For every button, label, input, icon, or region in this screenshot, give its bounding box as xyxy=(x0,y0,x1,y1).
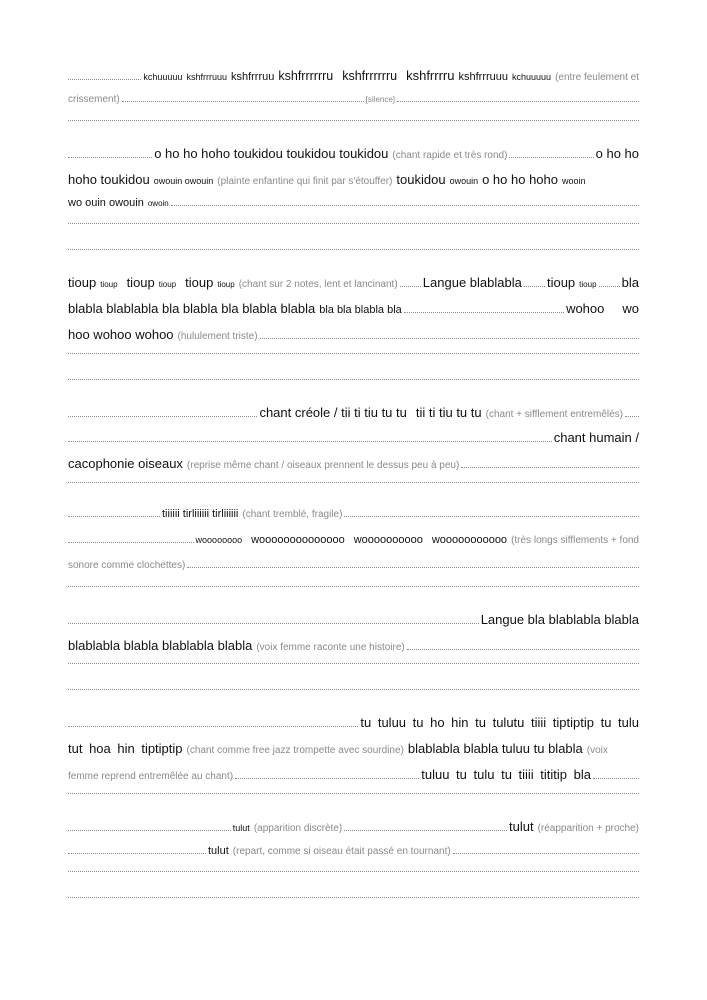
score-line xyxy=(68,867,639,893)
stage-direction: (chant comme free jazz trompette avec sourdine) xyxy=(186,745,404,757)
score-line xyxy=(68,323,639,349)
dotted-leader xyxy=(260,338,639,339)
vocal-sound: tioup xyxy=(185,275,214,291)
score-line xyxy=(68,116,639,142)
score-line xyxy=(68,711,639,737)
dotted-leader xyxy=(404,312,564,313)
dotted-leader xyxy=(68,353,639,354)
stage-direction: (chant sur 2 notes, lent et lancinant) xyxy=(238,279,398,291)
score-line xyxy=(68,271,639,297)
stage-direction: (chant rapide et très rond) xyxy=(392,149,508,161)
vocal-sound: tu tuluu tu ho hin tu tulutu tiiii tiptiptip tu tulu xyxy=(360,715,639,731)
score-line xyxy=(68,64,639,90)
score-line xyxy=(68,219,639,245)
dotted-leader xyxy=(509,157,593,158)
score-line xyxy=(68,634,639,660)
score-line xyxy=(68,841,639,867)
vocal-sound: blablabla blabla blablabla blabla xyxy=(68,637,253,653)
stage-direction: (entre feulement et xyxy=(555,72,639,83)
vocal-sound: kshfrrruuu xyxy=(186,72,227,82)
dotted-leader xyxy=(171,205,639,206)
dotted-leader xyxy=(397,101,639,102)
vocal-sound: tioup xyxy=(579,280,597,290)
stage-direction: (hululement triste) xyxy=(177,330,258,342)
vocal-sound: wo ouin owouin xyxy=(68,197,144,210)
vocal-sound: tioup xyxy=(68,275,97,291)
stage-direction: (repart, comme si oiseau était passé en tournant) xyxy=(232,845,451,857)
dotted-leader xyxy=(407,649,639,650)
dotted-leader xyxy=(68,416,257,417)
score-line xyxy=(68,893,639,919)
vocal-sound: tioup xyxy=(126,275,155,291)
dotted-leader xyxy=(68,663,639,664)
vocal-sound: kchuuuuu xyxy=(143,72,183,82)
vocal-sound: blablabla blabla tuluu tu blabla xyxy=(407,741,583,757)
score-line xyxy=(68,90,639,116)
vocal-sound: kshfrrrrrru xyxy=(342,69,398,83)
dotted-leader xyxy=(68,516,160,517)
vocal-sound: owouin xyxy=(449,175,479,186)
sound-score xyxy=(68,64,639,918)
score-line xyxy=(68,685,639,711)
dotted-leader xyxy=(68,542,194,543)
score-line xyxy=(68,401,639,427)
score-line xyxy=(68,142,639,168)
stage-direction: (voix femme raconte une histoire) xyxy=(256,641,405,653)
vocal-sound: owouin owouin xyxy=(153,175,214,186)
score-line xyxy=(68,478,639,504)
vocal-sound: tioup xyxy=(158,280,177,290)
vocal-sound: kshfrrruuu xyxy=(458,71,509,83)
vocal-sound: tuluu tu tulu tu tiiii tititip bla xyxy=(421,767,591,783)
vocal-sound: wo xyxy=(622,301,639,317)
stage-direction: (plainte enfantine qui finit par s'étouffer) xyxy=(217,175,393,187)
vocal-sound: hoo wohoo wohoo xyxy=(68,326,174,342)
vocal-sound: tulut xyxy=(508,818,534,834)
dotted-leader xyxy=(68,223,639,224)
vocal-sound: tulut xyxy=(232,822,250,833)
vocal-sound: wohoo xyxy=(566,301,605,317)
dotted-leader xyxy=(68,249,639,250)
dotted-leader xyxy=(68,897,639,898)
silence-marker: [silence] xyxy=(365,94,396,104)
dotted-leader xyxy=(453,853,639,854)
dotted-leader xyxy=(235,778,419,779)
score-line xyxy=(68,608,639,634)
vocal-sound: tut hoa hin tiptiptip xyxy=(68,741,183,757)
dotted-leader xyxy=(187,567,639,568)
vocal-sound: Langue blablabla xyxy=(422,275,522,291)
score-line xyxy=(68,375,639,401)
dotted-leader xyxy=(68,830,231,831)
score-line xyxy=(68,245,639,271)
score-line xyxy=(68,556,639,582)
score-line xyxy=(68,582,639,608)
vocal-sound: tioup xyxy=(546,275,576,291)
score-line xyxy=(68,168,639,194)
dotted-leader xyxy=(68,623,479,624)
dotted-leader xyxy=(68,853,206,854)
vocal-sound: kchuuuuu xyxy=(512,72,552,82)
stage-direction: (très longs sifflements + fond xyxy=(511,535,639,547)
dotted-leader xyxy=(599,286,620,287)
vocal-sound: owoin xyxy=(147,199,169,209)
score-line xyxy=(68,815,639,841)
score-line xyxy=(68,452,639,478)
dotted-leader xyxy=(625,416,639,417)
score-line xyxy=(68,659,639,685)
vocal-sound: cacophonie oiseaux xyxy=(68,456,183,472)
dotted-leader xyxy=(68,379,639,380)
stage-direction: femme reprend entremêlée au chant) xyxy=(68,771,234,783)
stage-direction: sonore comme clochettes) xyxy=(68,559,186,571)
stage-direction: (apparition discrète) xyxy=(253,822,343,834)
dotted-leader xyxy=(524,286,545,287)
stage-direction: (voix xyxy=(586,745,608,757)
stage-direction: (chant + sifflement entremêlés) xyxy=(485,408,623,420)
vocal-sound: wooin xyxy=(562,175,586,186)
vocal-sound: chant créole / tii ti tiu tu tu xyxy=(259,404,407,420)
score-line xyxy=(68,426,639,452)
vocal-sound: chant humain / xyxy=(553,430,639,446)
stage-direction: (reprise même chant / oiseaux prennent le dessus peu à peu) xyxy=(186,460,460,472)
vocal-sound: o ho ho hoho toukidou toukidou toukidou xyxy=(154,145,389,161)
score-line xyxy=(68,530,639,556)
vocal-sound: bla bla blabla bla xyxy=(319,304,402,317)
score-line xyxy=(68,297,639,323)
dotted-leader xyxy=(68,793,639,794)
dotted-leader xyxy=(68,871,639,872)
dotted-leader xyxy=(122,101,364,102)
score-line xyxy=(68,789,639,815)
vocal-sound: o ho ho hoho xyxy=(482,171,558,187)
vocal-sound: kshfrrrru xyxy=(406,68,455,83)
dotted-leader xyxy=(68,689,639,690)
dotted-leader xyxy=(68,120,639,121)
vocal-sound: toukidou xyxy=(396,171,446,187)
dotted-leader xyxy=(68,726,358,727)
vocal-sound: woooooooo xyxy=(195,535,243,546)
dotted-leader xyxy=(68,79,141,80)
score-line xyxy=(68,349,639,375)
score-line xyxy=(68,737,639,763)
vocal-sound: bla xyxy=(621,275,639,291)
vocal-sound: woooooooooo xyxy=(353,534,423,547)
dotted-leader xyxy=(461,467,639,468)
vocal-sound: hoho toukidou xyxy=(68,171,150,187)
vocal-sound: wooooooooooo xyxy=(431,534,508,547)
stage-direction: crissement) xyxy=(68,93,120,105)
stage-direction: (réapparition + proche) xyxy=(537,822,639,834)
vocal-sound: tii ti tiu tu tu xyxy=(415,404,482,420)
score-line xyxy=(68,504,639,530)
dotted-leader xyxy=(344,516,639,517)
score-line xyxy=(68,193,639,219)
vocal-sound: o ho ho xyxy=(595,145,639,161)
vocal-sound: kshfrrruu xyxy=(230,71,275,83)
dotted-leader xyxy=(68,441,552,442)
vocal-sound: tiiiiii tirliiiiii tirliiiiii xyxy=(162,508,239,521)
dotted-leader xyxy=(344,830,507,831)
vocal-sound: woooooooooooooo xyxy=(251,534,345,547)
dotted-leader xyxy=(68,482,639,483)
vocal-sound: Langue bla blablabla blabla xyxy=(480,611,639,627)
vocal-sound: blabla blablabla bla blabla bla blabla blabla xyxy=(68,301,316,317)
stage-direction: (chant tremblé, fragile) xyxy=(242,509,343,521)
dotted-leader xyxy=(68,586,639,587)
vocal-sound: tulut xyxy=(208,844,229,857)
dotted-leader xyxy=(400,286,421,287)
vocal-sound: kshfrrrrrru xyxy=(278,69,334,83)
vocal-sound: tioup xyxy=(217,280,235,290)
dotted-leader xyxy=(593,778,639,779)
dotted-leader xyxy=(68,157,152,158)
score-line xyxy=(68,763,639,789)
vocal-sound: tioup xyxy=(100,280,118,290)
